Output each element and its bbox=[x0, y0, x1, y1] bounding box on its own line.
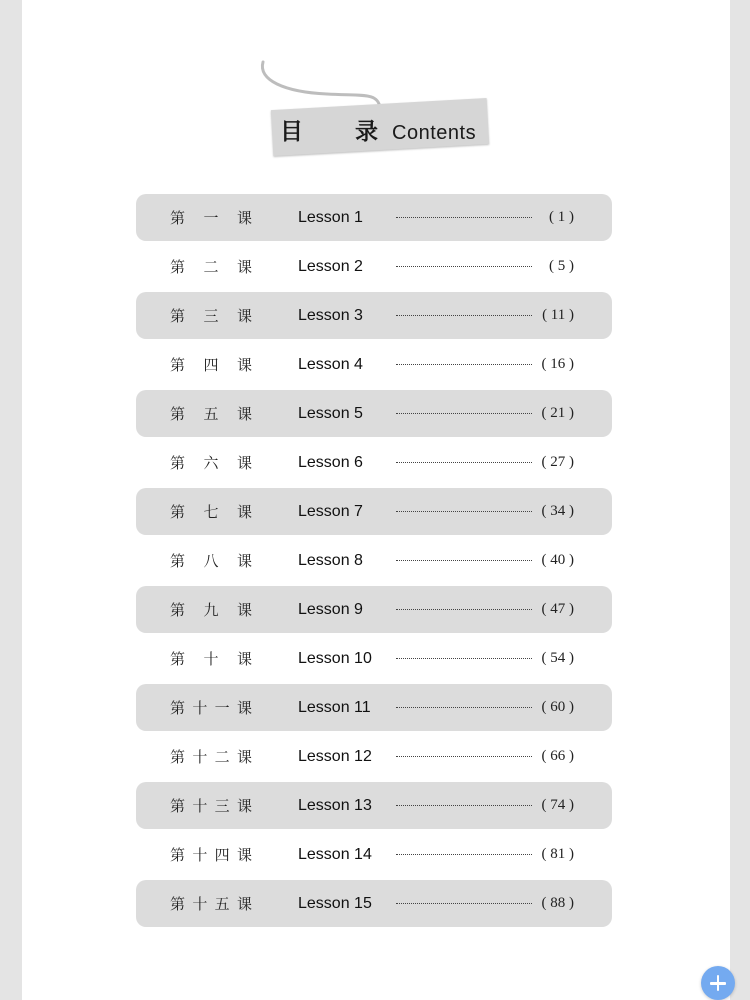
toc-entry-cn-char: 三 bbox=[214, 797, 230, 815]
toc-entry-en-label: Lesson 4 bbox=[298, 356, 363, 373]
toc-entry-cn-label bbox=[170, 439, 252, 486]
toc-entry-cn-char: 第 bbox=[170, 650, 186, 668]
toc-leader-dots bbox=[396, 805, 532, 806]
toc-entry-cn-char: 五 bbox=[214, 895, 230, 913]
toc-entry-cn-label bbox=[170, 880, 252, 927]
toc-entry-cn-char: 第 bbox=[170, 699, 186, 717]
toc-entry-cn-char: 课 bbox=[236, 699, 252, 717]
toc-entry-cn-char: 七 bbox=[203, 503, 219, 521]
toc-entry-cn-label bbox=[170, 831, 252, 878]
toc-entry-page-number: ( 66 ) bbox=[541, 748, 574, 764]
toc-leader-dots bbox=[396, 756, 532, 757]
toc-leader-dots bbox=[396, 315, 532, 316]
toc-entry-en-label: Lesson 2 bbox=[298, 258, 363, 275]
toc-entry[interactable] bbox=[136, 733, 612, 780]
toc-entry-cn-char: 课 bbox=[236, 503, 252, 521]
toc-entry-cn-label bbox=[170, 782, 252, 829]
toc-entry-cn-char: 九 bbox=[203, 601, 219, 619]
toc-entry-page-number: ( 34 ) bbox=[541, 503, 574, 519]
toc-entry-page-number: ( 60 ) bbox=[541, 699, 574, 715]
toc-entry[interactable] bbox=[136, 292, 612, 339]
toc-entry-en-label: Lesson 9 bbox=[298, 601, 363, 618]
toc-entry[interactable] bbox=[136, 243, 612, 290]
toc-entry-en-label: Lesson 7 bbox=[298, 503, 363, 520]
toc-entry-cn-char: 第 bbox=[170, 258, 186, 276]
toc-entry-cn-label bbox=[170, 292, 252, 339]
toc-entry-en-label: Lesson 3 bbox=[298, 307, 363, 324]
toc-entry-cn-char: 课 bbox=[236, 307, 252, 325]
title-tag bbox=[22, 0, 730, 170]
toc-entry-page-number: ( 27 ) bbox=[541, 454, 574, 470]
toc-entry-cn-char: 四 bbox=[203, 356, 219, 374]
toc-entry-page-number: ( 74 ) bbox=[541, 797, 574, 813]
title-en: Contents bbox=[392, 122, 477, 144]
toc-entry[interactable] bbox=[136, 880, 612, 927]
table-of-contents bbox=[136, 194, 612, 929]
toc-entry-cn-char: 二 bbox=[214, 748, 230, 766]
toc-entry-cn-char: 课 bbox=[236, 552, 252, 570]
toc-entry-en-label: Lesson 13 bbox=[298, 797, 372, 814]
toc-entry-cn-char: 第 bbox=[170, 307, 186, 325]
toc-entry-cn-label bbox=[170, 684, 252, 731]
toc-entry[interactable] bbox=[136, 586, 612, 633]
toc-entry-cn-char: 第 bbox=[170, 797, 186, 815]
toc-entry-en-label: Lesson 15 bbox=[298, 895, 372, 912]
toc-entry-cn-char: 十 bbox=[192, 797, 208, 815]
toc-entry[interactable] bbox=[136, 341, 612, 388]
toc-entry-cn-char: 第 bbox=[170, 846, 186, 864]
toc-entry-en-label: Lesson 8 bbox=[298, 552, 363, 569]
toc-entry-page-number: ( 40 ) bbox=[541, 552, 574, 568]
toc-leader-dots bbox=[396, 658, 532, 659]
toc-entry-cn-char: 第 bbox=[170, 454, 186, 472]
toc-entry-page-number: ( 88 ) bbox=[541, 895, 574, 911]
toc-entry-en-label: Lesson 14 bbox=[298, 846, 372, 863]
toc-entry-cn-char: 十 bbox=[192, 846, 208, 864]
toc-leader-dots bbox=[396, 462, 532, 463]
toc-entry-cn-label bbox=[170, 390, 252, 437]
toc-entry-cn-char: 第 bbox=[170, 405, 186, 423]
toc-entry-en-label: Lesson 10 bbox=[298, 650, 372, 667]
toc-entry-en-label: Lesson 11 bbox=[298, 699, 371, 716]
toc-entry-cn-char: 第 bbox=[170, 895, 186, 913]
toc-entry-cn-char: 六 bbox=[203, 454, 219, 472]
add-button[interactable] bbox=[701, 966, 735, 1000]
toc-entry-en-label: Lesson 6 bbox=[298, 454, 363, 471]
toc-entry-en-label: Lesson 12 bbox=[298, 748, 372, 765]
title-cn: 目 录 bbox=[280, 119, 401, 145]
toc-entry-en-label: Lesson 5 bbox=[298, 405, 363, 422]
toc-entry-cn-label bbox=[170, 488, 252, 535]
toc-leader-dots bbox=[396, 413, 532, 414]
toc-leader-dots bbox=[396, 364, 532, 365]
toc-entry[interactable] bbox=[136, 194, 612, 241]
toc-entry-cn-char: 课 bbox=[236, 797, 252, 815]
toc-entry-cn-char: 五 bbox=[203, 405, 219, 423]
toc-leader-dots bbox=[396, 511, 532, 512]
toc-entry-cn-char: 课 bbox=[236, 258, 252, 276]
toc-entry-cn-label bbox=[170, 194, 252, 241]
toc-entry-cn-char: 课 bbox=[236, 454, 252, 472]
toc-leader-dots bbox=[396, 854, 532, 855]
toc-entry-cn-char: 十 bbox=[192, 895, 208, 913]
toc-entry-cn-char: 课 bbox=[236, 405, 252, 423]
toc-leader-dots bbox=[396, 903, 532, 904]
toc-entry-cn-label bbox=[170, 635, 252, 682]
toc-entry-cn-char: 第 bbox=[170, 601, 186, 619]
toc-entry-cn-char: 第 bbox=[170, 748, 186, 766]
toc-entry[interactable] bbox=[136, 537, 612, 584]
document-page bbox=[22, 0, 730, 1000]
toc-entry-cn-char: 三 bbox=[203, 307, 219, 325]
toc-leader-dots bbox=[396, 217, 532, 218]
toc-entry-cn-char: 二 bbox=[203, 258, 219, 276]
toc-entry-cn-char: 十 bbox=[203, 650, 219, 668]
toc-entry-cn-label bbox=[170, 537, 252, 584]
toc-entry-cn-char: 课 bbox=[236, 601, 252, 619]
toc-entry-page-number: ( 16 ) bbox=[541, 356, 574, 372]
toc-entry-page-number: ( 47 ) bbox=[541, 601, 574, 617]
toc-entry-page-number: ( 54 ) bbox=[541, 650, 574, 666]
toc-entry[interactable] bbox=[136, 782, 612, 829]
toc-entry-cn-label bbox=[170, 733, 252, 780]
toc-entry[interactable] bbox=[136, 635, 612, 682]
toc-entry-en-label: Lesson 1 bbox=[298, 209, 363, 226]
toc-leader-dots bbox=[396, 707, 532, 708]
toc-entry-page-number: ( 5 ) bbox=[549, 258, 574, 274]
page-title bbox=[280, 112, 476, 152]
toc-entry-cn-char: 第 bbox=[170, 209, 186, 227]
toc-entry-cn-char: 十 bbox=[192, 748, 208, 766]
toc-entry[interactable] bbox=[136, 488, 612, 535]
toc-entry-cn-char: 课 bbox=[236, 748, 252, 766]
toc-entry-cn-char: 课 bbox=[236, 846, 252, 864]
toc-entry-cn-char: 课 bbox=[236, 895, 252, 913]
toc-entry-page-number: ( 81 ) bbox=[541, 846, 574, 862]
toc-entry[interactable] bbox=[136, 390, 612, 437]
toc-leader-dots bbox=[396, 266, 532, 267]
toc-entry-cn-char: 第 bbox=[170, 356, 186, 374]
toc-entry-page-number: ( 21 ) bbox=[541, 405, 574, 421]
toc-entry-cn-char: 十 bbox=[192, 699, 208, 717]
toc-entry-cn-char: 八 bbox=[203, 552, 219, 570]
toc-entry-cn-char: 课 bbox=[236, 650, 252, 668]
toc-entry[interactable] bbox=[136, 684, 612, 731]
toc-leader-dots bbox=[396, 560, 532, 561]
toc-entry-cn-char: 一 bbox=[203, 209, 219, 227]
toc-entry[interactable] bbox=[136, 439, 612, 486]
toc-entry[interactable] bbox=[136, 831, 612, 878]
toc-entry-cn-char: 第 bbox=[170, 552, 186, 570]
toc-entry-cn-label bbox=[170, 341, 252, 388]
toc-entry-cn-char: 课 bbox=[236, 209, 252, 227]
toc-entry-page-number: ( 11 ) bbox=[542, 307, 574, 323]
toc-leader-dots bbox=[396, 609, 532, 610]
toc-entry-cn-char: 四 bbox=[214, 846, 230, 864]
toc-entry-cn-char: 第 bbox=[170, 503, 186, 521]
toc-entry-cn-char: 一 bbox=[214, 699, 230, 717]
toc-entry-page-number: ( 1 ) bbox=[549, 209, 574, 225]
toc-entry-cn-label bbox=[170, 243, 252, 290]
toc-entry-cn-char: 课 bbox=[236, 356, 252, 374]
toc-entry-cn-label bbox=[170, 586, 252, 633]
